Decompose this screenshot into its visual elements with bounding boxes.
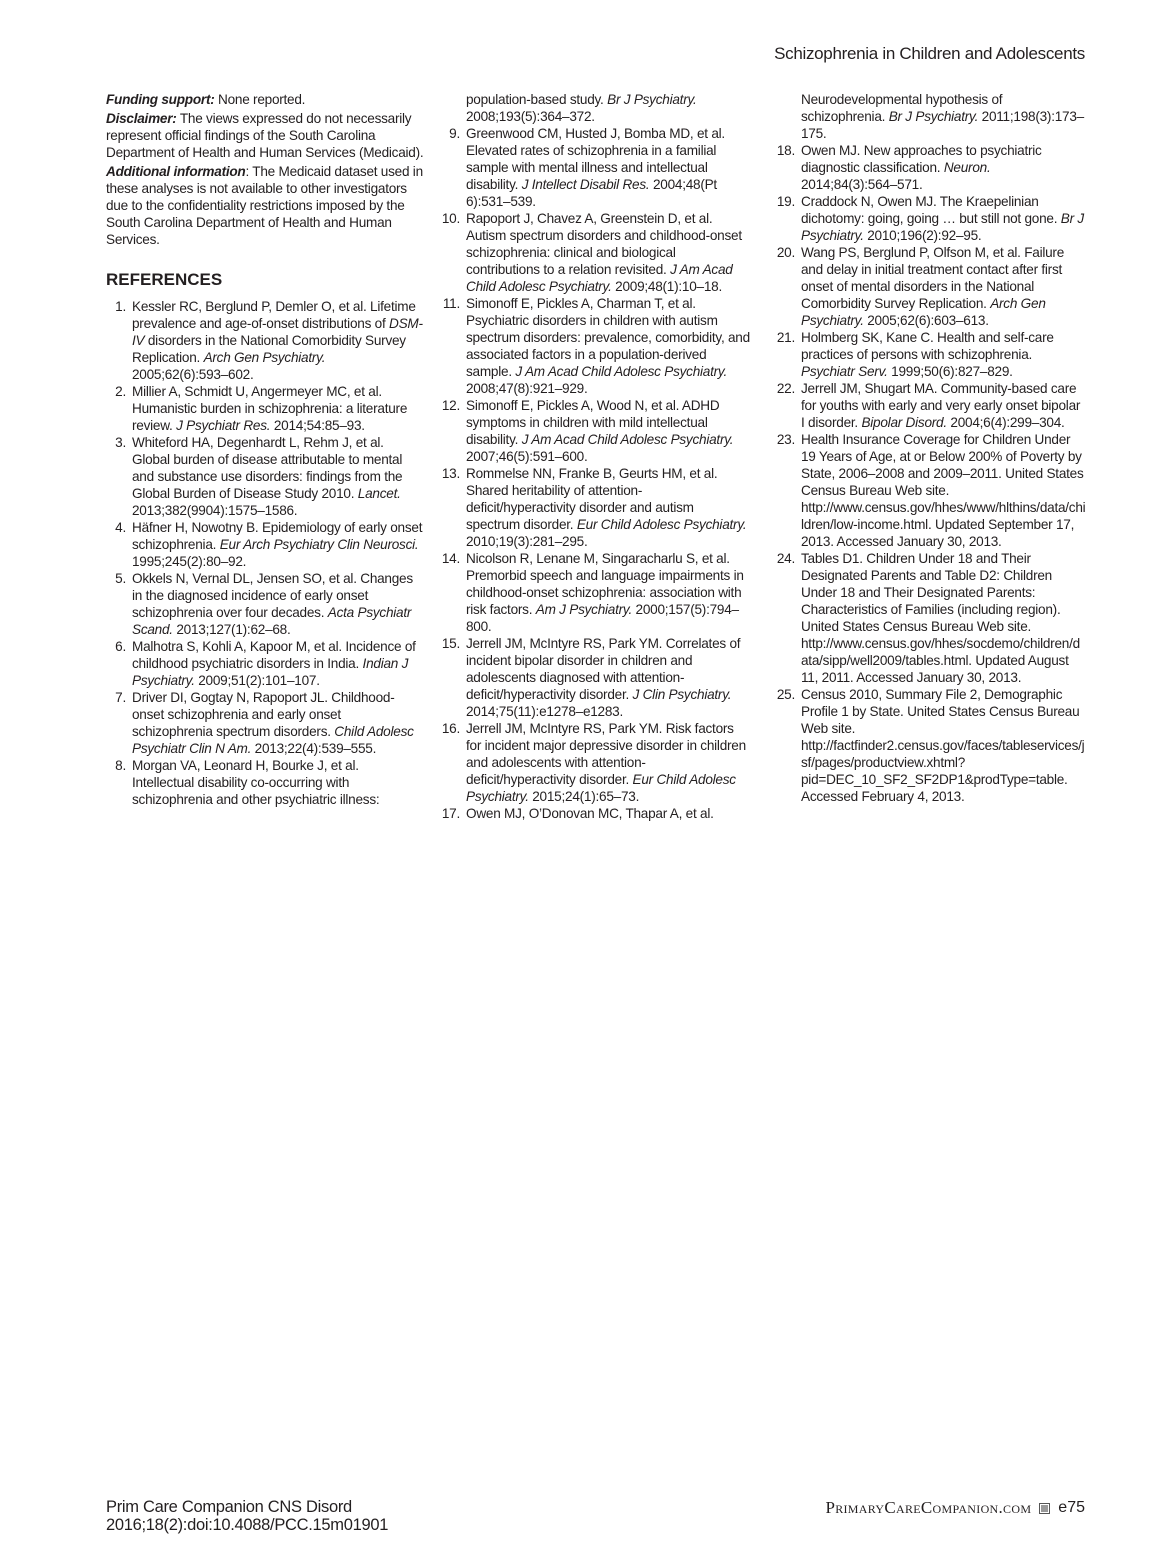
article-notes bbox=[106, 91, 424, 248]
reference-segment: Simonoff E, Pickles A, Charman T, et al. Psychiatric disorders in children with autism spectrum disorders: prevalence, comorbidity, and associated factors in a population-derived sample. bbox=[466, 296, 750, 379]
reference-item bbox=[775, 686, 1087, 805]
footer-doi: 2016;18(2):doi:10.4088/PCC.15m01901 bbox=[106, 1516, 389, 1534]
reference-item bbox=[106, 519, 424, 570]
reference-segment: 1995;245(2):80–92. bbox=[132, 554, 247, 569]
reference-segment: Whiteford HA, Degenhardt L, Rehm J, et al. Global burden of disease attributable to mental and substance use disorders: findings from the Global Burden of Disease Study 2010. bbox=[132, 435, 403, 501]
reference-text bbox=[801, 550, 1087, 686]
running-head-title: Schizophrenia in Children and Adolescents bbox=[774, 44, 1085, 63]
reference-segment: 2014;54:85–93. bbox=[270, 418, 365, 433]
reference-segment: Health Insurance Coverage for Children Under 19 Years of Age, at or Below 200% of Poverty by State, 2006–2008 and 2009–2011. United States Census Bureau Web site. http://www.census.gov/hhes/www/hlthins/data/children/low-income.html. Updated September 17, 2013. Accessed January 30, 2013. bbox=[801, 432, 1086, 549]
reference-segment: Neurodevelopmental hypothesis of schizophrenia. bbox=[801, 92, 1003, 124]
reference-item bbox=[775, 550, 1087, 686]
reference-text bbox=[801, 142, 1087, 193]
reference-text bbox=[132, 757, 424, 808]
reference-journal: J Am Acad Child Adolesc Psychiatry. bbox=[466, 262, 733, 294]
reference-journal: J Am Acad Child Adolesc Psychiatry. bbox=[515, 364, 727, 379]
footer-site-link[interactable]: PrimaryCareCompanion.com bbox=[825, 1498, 1032, 1517]
note-text: None reported. bbox=[214, 92, 306, 107]
reference-segment: 2014;84(3):564–571. bbox=[801, 177, 923, 192]
square-bullet-icon bbox=[1039, 1503, 1050, 1514]
reference-number: 22. bbox=[776, 381, 795, 396]
column-3 bbox=[775, 91, 1087, 805]
reference-item bbox=[440, 465, 750, 550]
reference-item bbox=[106, 638, 424, 689]
reference-segment: Rapoport J, Chavez A, Greenstein D, et al. Autism spectrum disorders and childhood-onset schizophrenia: clinical and biological contributions to a relation revisited. bbox=[466, 211, 742, 277]
reference-journal: Lancet. bbox=[357, 486, 401, 501]
footer-journal: Prim Care Companion CNS Disord bbox=[106, 1498, 352, 1516]
reference-item bbox=[106, 570, 424, 638]
column-1 bbox=[106, 91, 424, 808]
reference-number: 5. bbox=[115, 571, 126, 586]
reference-segment: Kessler RC, Berglund P, Demler O, et al. Lifetime prevalence and age-of-onset distributions of bbox=[132, 299, 416, 331]
note-paragraph bbox=[106, 91, 424, 108]
reference-item bbox=[106, 757, 424, 808]
reference-journal: Neuron. bbox=[943, 160, 991, 175]
reference-journal: Am J Psychiatry. bbox=[535, 602, 632, 617]
reference-segment: 2009;48(1):10–18. bbox=[611, 279, 722, 294]
reference-number: 7. bbox=[115, 690, 126, 705]
reference-number: 24. bbox=[776, 551, 795, 566]
reference-text bbox=[466, 550, 750, 635]
reference-text bbox=[132, 383, 424, 434]
reference-segment: Häfner H, Nowotny B. Epidemiology of early onset schizophrenia. bbox=[132, 520, 423, 552]
reference-segment: Okkels N, Vernal DL, Jensen SO, et al. Changes in the diagnosed incidence of early onset schizophrenia over four decades. bbox=[132, 571, 413, 620]
note-label: Funding support: bbox=[106, 92, 215, 107]
note-text: : The Medicaid dataset used in these analyses is not available to other investigators due to the confidentiality restrictions imposed by the South Carolina Department of Health and Human Services. bbox=[106, 164, 423, 247]
reference-text bbox=[466, 295, 750, 397]
reference-text bbox=[466, 125, 750, 210]
reference-item bbox=[775, 142, 1087, 193]
note-label: Disclaimer: bbox=[106, 111, 177, 126]
reference-segment: Holmberg SK, Kane C. Health and self-care practices of persons with schizophrenia. bbox=[801, 330, 1054, 362]
reference-text bbox=[801, 91, 1087, 142]
reference-number: 21. bbox=[776, 330, 795, 345]
reference-item bbox=[106, 689, 424, 757]
reference-item bbox=[775, 329, 1087, 380]
reference-number: 2. bbox=[115, 384, 126, 399]
reference-segment: 2005;62(6):593–602. bbox=[132, 367, 254, 382]
reference-item bbox=[440, 210, 750, 295]
reference-number: 8. bbox=[115, 758, 126, 773]
reference-number: 14. bbox=[441, 551, 460, 566]
references-heading: REFERENCES bbox=[106, 270, 223, 289]
reference-segment: disorders in the National Comorbidity Survey Replication. bbox=[132, 333, 406, 365]
reference-number: 23. bbox=[776, 432, 795, 447]
reference-item bbox=[440, 805, 750, 822]
reference-number: 18. bbox=[776, 143, 795, 158]
note-label: Additional information bbox=[106, 164, 246, 179]
reference-number: 19. bbox=[776, 194, 795, 209]
reference-item bbox=[440, 125, 750, 210]
reference-segment: 2004;48(Pt 6):531–539. bbox=[466, 177, 717, 209]
reference-segment: 2009;51(2):101–107. bbox=[194, 673, 320, 688]
reference-item bbox=[106, 434, 424, 519]
reference-segment: 2008;193(5):364–372. bbox=[466, 109, 595, 124]
reference-number: 13. bbox=[441, 466, 460, 481]
reference-number: 16. bbox=[441, 721, 460, 736]
note-text: The views expressed do not necessarily represent official findings of the South Carolina Department of Health and Human Services (Medicaid). bbox=[106, 111, 424, 160]
reference-number: 6. bbox=[115, 639, 126, 654]
reference-journal: DSM-IV bbox=[132, 316, 423, 348]
reference-text bbox=[132, 638, 424, 689]
reference-journal: Child Adolesc Psychiatr Clin N Am. bbox=[132, 724, 414, 756]
reference-segment: 2008;47(8):921–929. bbox=[466, 381, 588, 396]
reference-text bbox=[132, 689, 424, 757]
reference-journal: Br J Psychiatry. bbox=[888, 109, 979, 124]
reference-text bbox=[801, 380, 1087, 431]
reference-text bbox=[132, 570, 424, 638]
reference-segment: 2013;382(9904):1575–1586. bbox=[132, 503, 298, 518]
reference-number: 25. bbox=[776, 687, 795, 702]
reference-journal: Eur Arch Psychiatry Clin Neurosci. bbox=[219, 537, 419, 552]
reference-item bbox=[775, 380, 1087, 431]
reference-item bbox=[106, 298, 424, 383]
reference-text bbox=[466, 720, 750, 805]
reference-segment: Wang PS, Berglund P, Olfson M, et al. Failure and delay in initial treatment contact after first onset of mental disorders in the National Comorbidity Survey Replication. bbox=[801, 245, 1065, 311]
reference-number: 4. bbox=[115, 520, 126, 535]
reference-segment: Simonoff E, Pickles A, Wood N, et al. ADHD symptoms in children with mild intellectual disability. bbox=[466, 398, 720, 447]
reference-number: 11. bbox=[442, 296, 460, 311]
reference-segment: 2014;75(11):e1278–e1283. bbox=[466, 704, 624, 719]
reference-item bbox=[440, 550, 750, 635]
reference-journal: Br J Psychiatry. bbox=[607, 92, 697, 107]
reference-segment: 2007;46(5):591–600. bbox=[466, 449, 588, 464]
reference-text bbox=[132, 519, 424, 570]
reference-segment: 2011;198(3):173–175. bbox=[801, 109, 1084, 141]
reference-number: 17. bbox=[441, 806, 460, 821]
reference-item bbox=[106, 383, 424, 434]
reference-item bbox=[440, 397, 750, 465]
reference-journal: J Clin Psychiatry. bbox=[632, 687, 732, 702]
reference-number bbox=[440, 91, 466, 125]
reference-segment: Owen MJ, O’Donovan MC, Thapar A, et al. bbox=[466, 806, 714, 821]
reference-text bbox=[132, 298, 424, 383]
reference-segment: Jerrell JM, Shugart MA. Community-based care for youths with early and very early onset bipolar I disorder. bbox=[801, 381, 1081, 430]
reference-text bbox=[132, 434, 424, 519]
reference-segment: Nicolson R, Lenane M, Singaracharlu S, et al. Premorbid speech and language impairments in childhood-onset schizophrenia: association with risk factors. bbox=[466, 551, 744, 617]
reference-segment: 2013;127(1):62–68. bbox=[172, 622, 291, 637]
note-paragraph bbox=[106, 163, 424, 248]
reference-segment: Malhotra S, Kohli A, Kapoor M, et al. Incidence of childhood psychiatric disorders in India. bbox=[132, 639, 416, 671]
reference-segment: 2010;196(2):92–95. bbox=[863, 228, 982, 243]
reference-number: 10. bbox=[441, 211, 460, 226]
reference-item bbox=[440, 91, 750, 125]
reference-text bbox=[466, 397, 750, 465]
reference-journal: Arch Gen Psychiatry. bbox=[203, 350, 326, 365]
reference-segment: 2004;6(4):299–304. bbox=[946, 415, 1065, 430]
reference-segment: Craddock N, Owen MJ. The Kraepelinian dichotomy: going, going … but still not gone. bbox=[801, 194, 1061, 226]
reference-segment: Millier A, Schmidt U, Angermeyer MC, et al. Humanistic burden in schizophrenia: a literature review. bbox=[132, 384, 408, 433]
reference-text bbox=[801, 244, 1087, 329]
reference-journal: Psychiatr Serv. bbox=[801, 364, 888, 379]
reference-list bbox=[440, 91, 750, 822]
reference-item bbox=[775, 244, 1087, 329]
reference-text bbox=[466, 805, 750, 822]
reference-journal: J Intellect Disabil Res. bbox=[521, 177, 650, 192]
reference-journal: Eur Child Adolesc Psychiatry. bbox=[466, 772, 736, 804]
reference-segment: 1999;50(6):827–829. bbox=[887, 364, 1013, 379]
reference-segment: Tables D1. Children Under 18 and Their Designated Parents and Table D2: Children Under 18 and Their Designated Parents: Characteristics of Families (including region). United States Census Bureau Web site. http://www.census.gov/hhes/socdemo/children/data/sipp/well2009/tables.html. Updated August 11, 2011. Accessed January 30, 2013. bbox=[801, 551, 1080, 685]
reference-journal: J Psychiatr Res. bbox=[176, 418, 271, 433]
reference-journal: Eur Child Adolesc Psychiatry. bbox=[576, 517, 747, 532]
reference-journal: Acta Psychiatr Scand. bbox=[132, 605, 412, 637]
reference-item bbox=[775, 91, 1087, 142]
reference-journal: J Am Acad Child Adolesc Psychiatry. bbox=[521, 432, 734, 447]
reference-journal: Bipolar Disord. bbox=[861, 415, 947, 430]
reference-segment: Jerrell JM, McIntyre RS, Park YM. Correlates of incident bipolar disorder in children and adolescents diagnosed with attention-deficit/hyperactivity disorder. bbox=[466, 636, 741, 702]
reference-segment: 2000;157(5):794–800. bbox=[466, 602, 739, 634]
reference-number: 20. bbox=[776, 245, 795, 260]
reference-segment: Greenwood CM, Husted J, Bomba MD, et al. Elevated rates of schizophrenia in a familial sample with mental illness and intellectual disability. bbox=[466, 126, 725, 192]
reference-number: 1. bbox=[115, 299, 126, 314]
reference-segment: Jerrell JM, McIntyre RS, Park YM. Risk factors for incident major depressive disorder in children and adolescents with attention-deficit/hyperactivity disorder. bbox=[466, 721, 746, 787]
reference-item bbox=[440, 295, 750, 397]
footer-citation bbox=[106, 1498, 388, 1534]
reference-segment: 2010;19(3):281–295. bbox=[466, 534, 588, 549]
reference-text bbox=[801, 686, 1087, 805]
reference-text bbox=[466, 635, 750, 720]
reference-journal: Br J Psychiatry. bbox=[801, 211, 1084, 243]
reference-segment: Driver DI, Gogtay N, Rapoport JL. Childhood-onset schizophrenia and early onset schizophrenia spectrum disorders. bbox=[132, 690, 395, 739]
reference-number: 9. bbox=[449, 126, 460, 141]
footer-site bbox=[825, 1498, 1085, 1518]
reference-segment: 2015;24(1):65–73. bbox=[528, 789, 640, 804]
reference-text bbox=[466, 91, 750, 125]
reference-segment: Morgan VA, Leonard H, Bourke J, et al. Intellectual disability co-occurring with schizophrenia and other psychiatric illness: bbox=[132, 758, 380, 807]
reference-list bbox=[775, 91, 1087, 805]
reference-number: 15. bbox=[441, 636, 460, 651]
note-paragraph bbox=[106, 110, 424, 161]
reference-segment: population-based study. bbox=[466, 92, 608, 107]
reference-text bbox=[466, 465, 750, 550]
reference-text bbox=[801, 431, 1087, 550]
reference-list bbox=[106, 298, 424, 808]
reference-journal: Arch Gen Psychiatry. bbox=[801, 296, 1046, 328]
reference-number: 12. bbox=[441, 398, 460, 413]
reference-item bbox=[775, 193, 1087, 244]
reference-journal: Indian J Psychiatry. bbox=[132, 656, 409, 688]
reference-text bbox=[466, 210, 750, 295]
reference-text bbox=[801, 329, 1087, 380]
reference-item bbox=[440, 720, 750, 805]
reference-segment: 2005;62(6):603–613. bbox=[863, 313, 989, 328]
reference-segment: Rommelse NN, Franke B, Geurts HM, et al. Shared heritability of attention-deficit/hyperactivity disorder and autism spectrum disorder. bbox=[466, 466, 718, 532]
reference-segment: 2013;22(4):539–555. bbox=[251, 741, 377, 756]
column-2 bbox=[440, 91, 750, 822]
page-number: e75 bbox=[1058, 1499, 1085, 1516]
reference-segment: Census 2010, Summary File 2, Demographic Profile 1 by State. United States Census Bureau Web site. http://factfinder2.census.gov/faces/tableservices/jsf/pages/productview.xhtml?pid=DEC_10_SF2_SF2DP1&prodType=table. Accessed February 4, 2013. bbox=[801, 687, 1085, 804]
reference-text bbox=[801, 193, 1087, 244]
reference-item bbox=[775, 431, 1087, 550]
reference-item bbox=[440, 635, 750, 720]
reference-segment: Owen MJ. New approaches to psychiatric diagnostic classification. bbox=[801, 143, 1042, 175]
reference-number bbox=[775, 91, 801, 142]
reference-number: 3. bbox=[115, 435, 126, 450]
